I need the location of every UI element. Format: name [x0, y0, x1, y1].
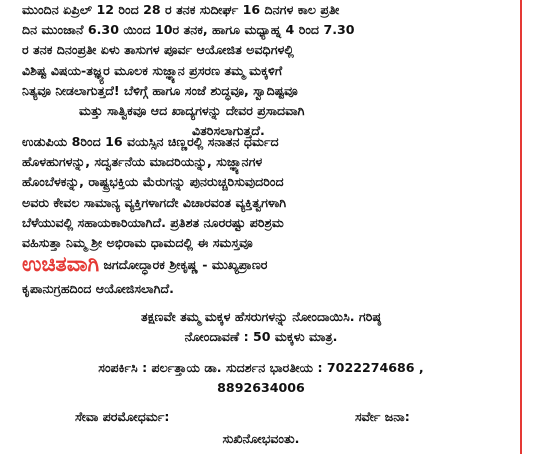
- text-line: ಉಡುಪಿಯ 8ರಿಂದ 16 ವಯಸ್ಸಿನ ಚಿಣ್ಣರಲ್ಲಿ ಸನಾತನ ಧರ್ಮದ: [22, 134, 279, 149]
- free-highlight-line: [22, 252, 267, 277]
- text-line: ಹೊಂಬೆಳಕನ್ನು, ರಾಷ್ಟ್ರಭಕ್ತಿಯ ಮೆರುಗನ್ನು ಪುನರುಚ್ಚರಿಸುವುದರಿಂದ: [22, 174, 284, 190]
- text-line: ದಿನ ಮುಂಜಾನೆ 6.30 ಯಿಂದ 10ರ ತನಕ, ಹಾಗೂ ಮಧ್ಯಾಹ್ನ 4 ರಿಂದ 7.30: [22, 22, 355, 38]
- closing-blessing: ಸುಖಿನೋಭವಂತು.: [222, 431, 300, 446]
- registration-line: ನೋಂದಾವಣೆ : 50 ಮಕ್ಕಳು ಮಾತ್ರ.: [184, 329, 338, 345]
- contact-line: ಸಂಪರ್ಕಿಸಿ : ಪರ್ಲತ್ತಾಯ ಡಾ. ಸುದರ್ಶನ ಭಾರತೀಯ : 7022274686 ,: [98, 360, 424, 375]
- footer-left-motto: ಸೇವಾ ಪರಮೋಧರ್ಮ:: [75, 409, 170, 424]
- registration-notice: [0, 307, 522, 348]
- footer-right-motto: ಸರ್ವೇ ಜನಾ:: [355, 409, 410, 424]
- text-line: ವಹಿಸುತ್ತಾ ನಿಮ್ಮ ಶ್ರೀ ಅಭಿರಾಮ ಧಾಮದಲ್ಲಿ ಈ ಸಮಸ್ತವೂ: [22, 235, 253, 251]
- text-line: ನಿತ್ಯವೂ ನೀಡಲಾಗುತ್ತದೆ! ಬೆಳಿಗ್ಗೆ ಹಾಗೂ ಸಂಜೆ ಶುದ್ಧವೂ, ಸ್ವಾದಿಷ್ಟವೂ: [22, 82, 298, 98]
- text-line: ಅವರು ಕೇವಲ ಸಾಮಾನ್ಯ ವ್ಯಕ್ತಿಗಳಾಗದೇ ವಿಚಾರವಂತ ವ್ಯಕ್ತಿತ್ವಗಳಾಗಿ: [22, 194, 287, 210]
- text-line: ಬೆಳೆಯುವಲ್ಲಿ ಸಹಾಯಕಾರಿಯಾಗಿದೆ. ಪ್ರತಿಶತ ನೂರರಷ್ಟು ಪರಿಶ್ರಮ: [22, 214, 284, 230]
- text-line: ಹೊಳಹುಗಳನ್ನು, ಸದ್ವರ್ತನೆಯ ಮಾದರಿಯನ್ನು, ಸುಜ್ಞ್ಯಾನಗಳ: [22, 154, 263, 170]
- highlight-rest-text: ಜಗದೋದ್ಧಾರಕ ಶ್ರೀಕೃಷ್ಣ - ಮುಖ್ಯಪ್ರಾಣರ: [99, 257, 268, 272]
- contact-phone-secondary: 8892634006: [217, 380, 305, 396]
- free-highlight-word: ಉಚಿತವಾಗಿ: [22, 252, 100, 276]
- text-line: ವಿತರಿಸಲಾಗುತ್ತದೆ.: [192, 123, 265, 139]
- text-line: ರ ತನಕ ದಿನಂಪ್ರತೀ ಏಳು ತಾಸುಗಳ ಪೂರ್ವ ಆಯೋಜಿತ ಅವಧಿಗಳಲ್ಲಿ: [22, 42, 294, 58]
- organized-text: ಕೃಪಾನುಗ್ರಹದಿಂದ ಆಯೋಜಿಸಲಾಗಿದೆ.: [22, 281, 174, 296]
- registration-line: ತಕ್ಷಣವೇ ತಮ್ಮ ಮಕ್ಕಳ ಹೆಸರುಗಳನ್ನು ನೋಂದಾಯಿಸಿ. ಗರಿಷ್ಠ: [141, 309, 381, 324]
- paragraph-benefits: [22, 132, 512, 253]
- text-line: ಮತ್ತು ಸಾತ್ವಿಕವೂ ಆದ ಖಾದ್ಯಗಳನ್ನು ದೇವರ ಪ್ರಸಾದವಾಗಿ: [79, 103, 305, 119]
- text-line: ಮುಂದಿನ ಏಪ್ರಿಲ್ 12 ರಿಂದ 28 ರ ತನಕ ಸುದೀರ್ಘ 16 ದಿನಗಳ ಕಾಲ ಪ್ರತೀ: [22, 2, 340, 17]
- paragraph-program-details: [22, 0, 512, 141]
- text-line: ವಿಶಿಷ್ಟ ವಿಷಯ-ತಜ್ಞ್ಯರ ಮೂಲಕ ಸುಜ್ಞ್ಯಾನ ಪ್ರಸರಣ ತಮ್ಮ ಮಕ್ಕಳಿಗೆ: [22, 62, 283, 78]
- contact-info: [0, 358, 522, 399]
